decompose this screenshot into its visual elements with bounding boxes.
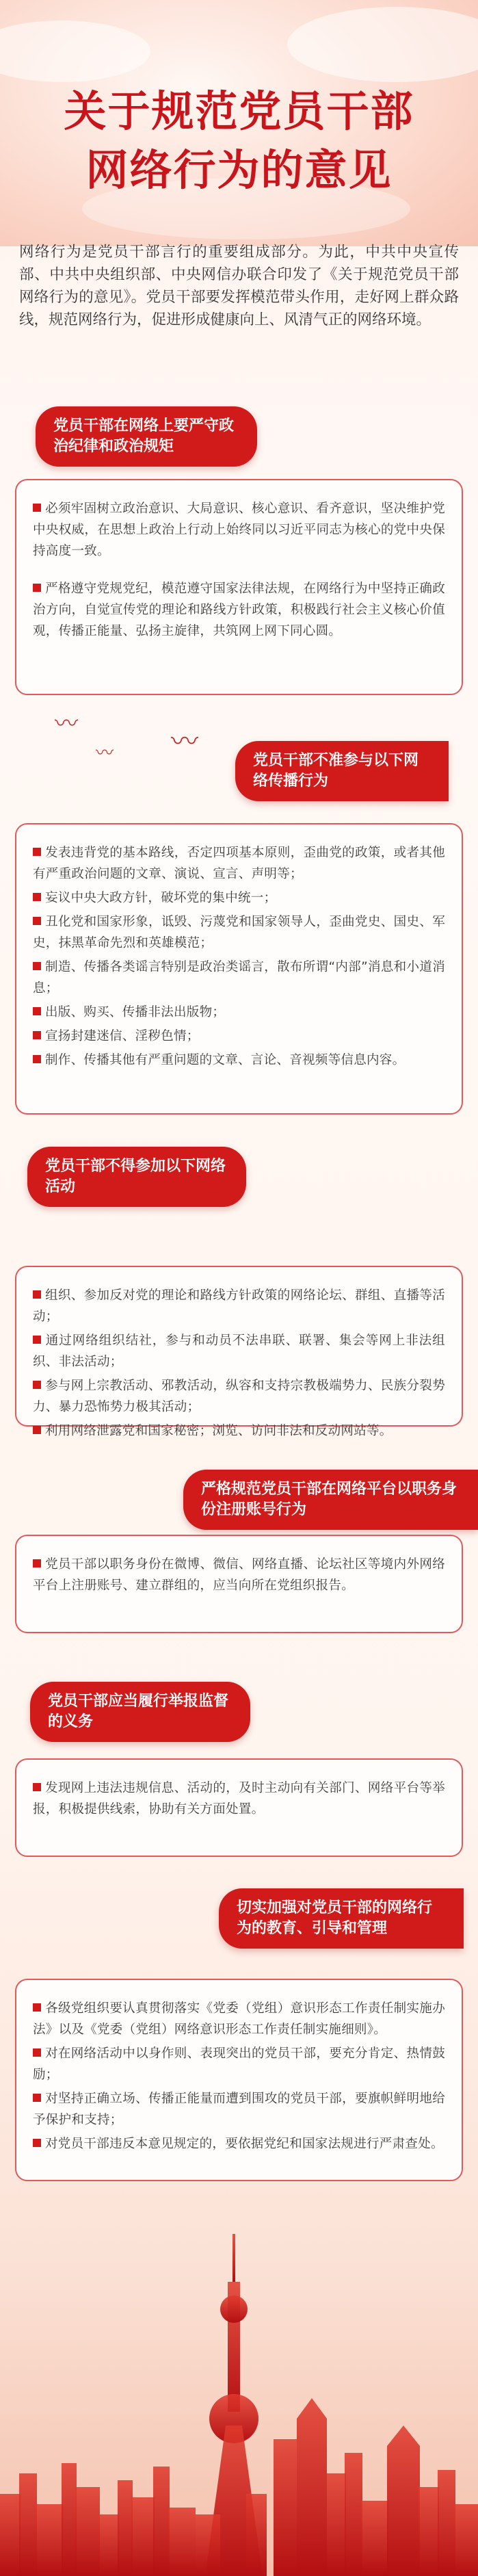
bird-icon: 〰	[96, 743, 114, 764]
section-2-item: 制造、传播各类谣言特别是政治类谣言，散布所谓“内部”消息和小道消息；	[33, 960, 445, 996]
section-2-label: 党员干部不准参与以下网络传播行为	[235, 741, 449, 801]
square-bullet-icon	[33, 584, 41, 592]
city-skyline-illustration	[0, 2193, 478, 2576]
section-3-item: 通过网络组织结社，参与和动员不法串联、联署、集会等网上非法组织、非法活动；	[33, 1333, 445, 1369]
section-6-label: 切实加强对党员干部的网络行为的教育、引导和管理	[219, 1888, 464, 1949]
square-bullet-icon	[33, 1381, 41, 1389]
section-6-box	[15, 1979, 463, 2181]
square-bullet-icon	[33, 1426, 41, 1434]
section-1-box	[15, 479, 463, 695]
square-bullet-icon	[33, 1007, 41, 1015]
square-bullet-icon	[33, 2048, 41, 2057]
square-bullet-icon	[33, 2003, 41, 2012]
square-bullet-icon	[33, 1559, 41, 1567]
title-line-1: 关于规范党员干部	[64, 86, 414, 136]
bird-icon: 〰	[171, 726, 198, 757]
square-bullet-icon	[33, 2094, 41, 2102]
square-bullet-icon	[33, 1336, 41, 1344]
bird-icon: 〰	[55, 710, 78, 738]
section-3-item: 组织、参加反对党的理论和路线方针政策的网络论坛、群组、直播等活动；	[33, 1288, 445, 1324]
section-6-item: 各级党组织要认真贯彻落实《党委（党组）意识形态工作责任制实施办法》以及《党委（党组）网络意识形态工作责任制实施细则》。	[33, 2001, 445, 2037]
section-2-box	[15, 823, 463, 1115]
square-bullet-icon	[33, 893, 41, 901]
section-4-label: 严格规范党员干部在网络平台以职务身份注册账号行为	[183, 1470, 478, 1530]
section-6-item: 对党员干部违反本意见规定的，要依据党纪和国家法规进行严肃查处。	[33, 2133, 445, 2155]
section-2-item: 妄议中央大政方针，破坏党的集中统一；	[33, 887, 445, 909]
square-bullet-icon	[33, 1031, 41, 1039]
section-4-item: 党员干部以职务身份在微博、微信、网络直播、论坛社区等境内外网络平台上注册账号、建立群组的，应当向所在党组织报告。	[33, 1557, 445, 1593]
page-title	[0, 82, 478, 200]
section-4-box	[15, 1535, 463, 1633]
square-bullet-icon	[33, 2139, 41, 2147]
section-6-item: 对在网络活动中以身作则、表现突出的党员干部，要充分肯定、热情鼓励；	[33, 2046, 445, 2082]
square-bullet-icon	[33, 1783, 41, 1791]
section-1-item: 必须牢固树立政治意识、大局意识、核心意识、看齐意识，坚决维护党中央权威，在思想上政治上行动上始终同以习近平同志为核心的党中央保持高度一致。	[33, 502, 445, 558]
section-5-box	[15, 1758, 463, 1857]
section-2-item: 出版、购买、传播非法出版物；	[33, 1002, 445, 1023]
section-2-item: 制作、传播其他有严重问题的文章、言论、音视频等信息内容。	[33, 1050, 445, 1071]
section-6-item: 对坚持正确立场、传播正能量而遭到围攻的党员干部，要旗帜鲜明地给予保护和支持；	[33, 2092, 445, 2127]
square-bullet-icon	[33, 962, 41, 970]
square-bullet-icon	[33, 1055, 41, 1063]
square-bullet-icon	[33, 917, 41, 925]
square-bullet-icon	[33, 1290, 41, 1299]
section-3-label: 党员干部不得参加以下网络活动	[27, 1147, 246, 1207]
section-5-item: 发现网上违法违规信息、活动的，及时主动向有关部门、网络平台等举报，积极提供线索，协助有关方面处置。	[33, 1781, 445, 1817]
section-5-label: 党员干部应当履行举报监督的义务	[30, 1682, 250, 1742]
intro-paragraph: 网络行为是党员干部言行的重要组成部分。为此，中共中央宣传部、中共中央组织部、中央网信办联合印发了《关于规范党员干部网络行为的意见》。党员干部要发挥模范带头作用，走好网上群众路线，规范网络行为，促进形成健康向上、风清气正的网络环境。	[19, 244, 459, 328]
section-2-item: 丑化党和国家形象，诋毁、污蔑党和国家领导人，歪曲党史、国史、军史，抹黑革命先烈和英雄模范；	[33, 915, 445, 950]
section-2-item: 宣扬封建迷信、淫秽色情；	[33, 1026, 445, 1047]
section-3-item: 参与网上宗教活动、邪教活动，纵容和支持宗教极端势力、民族分裂势力、暴力恐怖势力极其活动；	[33, 1379, 445, 1414]
section-3-box	[15, 1266, 463, 1438]
square-bullet-icon	[33, 848, 41, 856]
square-bullet-icon	[33, 504, 41, 512]
section-2-item: 发表违背党的基本路线，否定四项基本原则，歪曲党的政策，或者其他有严重政治问题的文章、演说、宣言、声明等；	[33, 846, 445, 881]
section-3-item: 利用网络泄露党和国家秘密；浏览、访问非法和反动网站等。	[33, 1420, 445, 1442]
section-1-label: 党员干部在网络上要严守政治纪律和政治规矩	[36, 406, 257, 467]
section-1-item: 严格遵守党规党纪，模范遵守国家法律法规，在网络行为中坚持正确政治方向，自觉宣传党的理论和路线方针政策，积极践行社会主义核心价值观，传播正能量、弘扬主旋律，共筑网上网下同心圆。	[33, 582, 445, 638]
title-line-2: 网络行为的意见	[85, 145, 393, 195]
